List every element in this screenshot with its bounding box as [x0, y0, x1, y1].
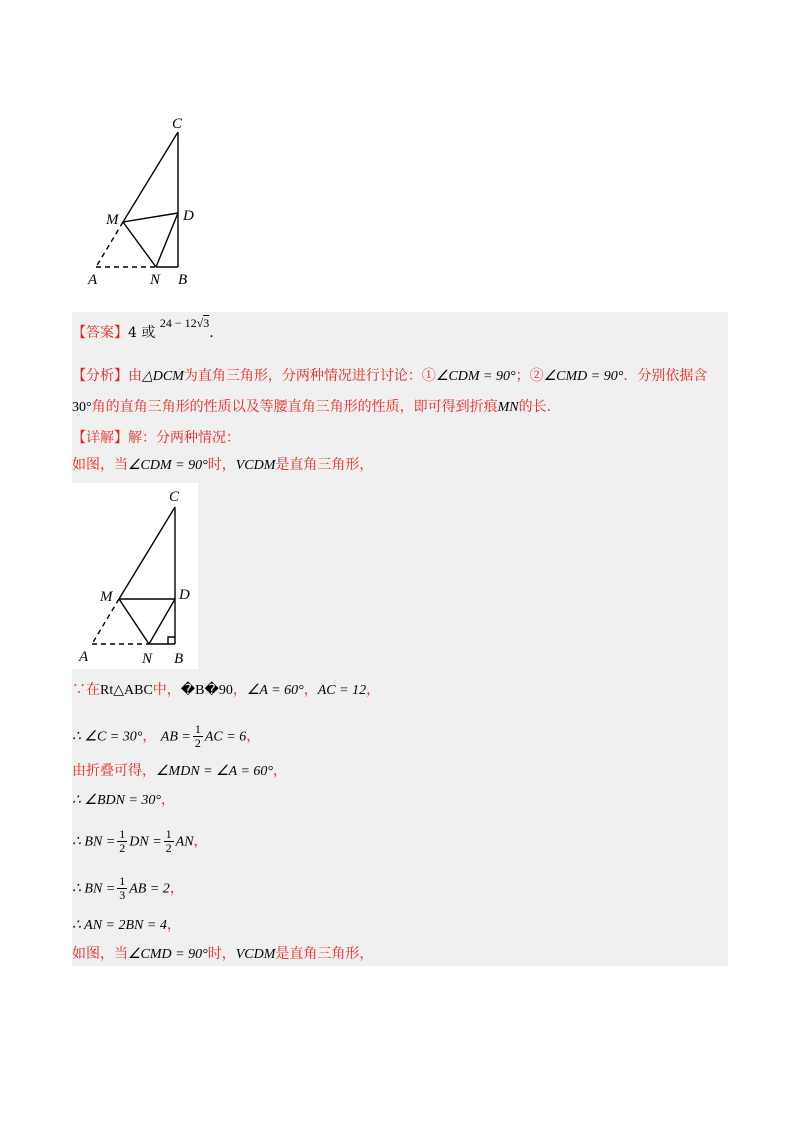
- analysis-sep: ；②: [515, 368, 544, 384]
- answer-text: 4 或: [128, 325, 156, 341]
- step2-end: ，: [246, 728, 261, 745]
- step1-angle-a: ∠A = 60°: [246, 683, 304, 698]
- label-m: M: [100, 589, 113, 605]
- segment-am-dashed: [96, 222, 123, 267]
- analysis-degree: 30°: [72, 400, 92, 415]
- step1-angle-b: �B�90: [180, 683, 233, 698]
- step2-ac: AC = 6: [204, 729, 247, 745]
- label-d: D: [183, 208, 194, 224]
- step7-end: ，: [166, 917, 181, 933]
- answer-expr: [160, 316, 209, 330]
- geometry-figure-1: [80, 112, 220, 292]
- step7-equation: ∴ AN = 2BN = 4: [72, 918, 167, 933]
- case2-condition: ∠CMD = 90°: [128, 947, 208, 962]
- frac-num: 1: [165, 827, 172, 841]
- analysis-text-c: ．分别依据含: [623, 368, 708, 384]
- segment-mn: [123, 222, 156, 267]
- step1-comma-2: ，: [303, 682, 318, 698]
- segment-cm: [123, 132, 178, 222]
- label-c: C: [169, 489, 180, 505]
- label-a: A: [79, 649, 89, 665]
- frac-num: 1: [119, 827, 126, 841]
- step5-an: AN: [175, 834, 194, 850]
- analysis-case-2: ∠CMD = 90°: [543, 369, 624, 384]
- step2-comma: ，: [142, 728, 157, 745]
- analysis-text-d: 角的直角三角形的性质以及等腰直角三角形的性质，即可得到折痕: [91, 399, 498, 415]
- answer-end: .: [209, 325, 214, 341]
- step5-fraction-1: [117, 828, 127, 855]
- step3-equation: ∠MDN = ∠A = 60°: [156, 764, 274, 779]
- label-a: A: [88, 272, 98, 288]
- answer-sqrt-arg: 3: [203, 316, 210, 330]
- step4-equation: ∴ ∠BDN = 30°: [72, 793, 162, 808]
- step6-ab: AB = 2: [129, 881, 170, 897]
- label-c: C: [172, 116, 183, 132]
- step-5: [72, 828, 208, 855]
- case1-text-b: 时，: [207, 457, 236, 473]
- step2-fraction: [193, 723, 203, 750]
- case1-text-a: 如图，当: [72, 457, 128, 473]
- step4-end: ，: [161, 792, 176, 808]
- step5-dn: DN =: [129, 834, 162, 850]
- detail-header: [72, 428, 240, 448]
- case2-text-c: 是直角三角形，: [275, 946, 374, 962]
- frac-den: 2: [165, 841, 172, 855]
- case1-condition: ∠CDM = 90°: [128, 458, 208, 473]
- answer-line: [72, 316, 214, 343]
- detail-tag: 【详解】: [72, 430, 128, 446]
- analysis-line-2: [72, 397, 551, 418]
- analysis-text-b: 为直角三角形，分两种情况进行讨论：①: [183, 368, 436, 384]
- analysis-text-e: 的长.: [518, 399, 552, 415]
- case2-text-a: 如图，当: [72, 946, 128, 962]
- step3-text: 由折叠可得，: [72, 763, 156, 779]
- label-b: B: [178, 272, 188, 288]
- step-2: [72, 723, 260, 750]
- answer-expr-text: 24 − 12: [159, 316, 197, 330]
- step5-bn: ∴ BN =: [72, 834, 116, 850]
- label-d: D: [179, 587, 190, 603]
- frac-den: 2: [194, 736, 201, 750]
- step1-comma: ，: [232, 682, 247, 698]
- step6-bn: ∴ BN =: [72, 881, 116, 897]
- step5-end: ，: [193, 833, 208, 850]
- case2-triangle: VCDM: [235, 947, 276, 962]
- frac-num: 1: [119, 874, 126, 888]
- analysis-mn: MN: [497, 400, 519, 415]
- case1-triangle: VCDM: [235, 458, 276, 473]
- answer-tag: 【答案】: [72, 325, 128, 341]
- frac-num: 1: [194, 722, 201, 736]
- detail-case-2: [72, 944, 373, 965]
- analysis-text-a: 由: [128, 368, 142, 384]
- analysis-tag: 【分析】: [72, 368, 128, 384]
- analysis-triangle: △DCM: [142, 369, 184, 384]
- detail-intro: 解：分两种情况：: [128, 430, 240, 446]
- frac-den: 2: [119, 841, 126, 855]
- step-1: [72, 680, 380, 701]
- step-3: [72, 761, 287, 782]
- step1-end: ，: [366, 682, 381, 698]
- step2-angle-c: ∴ ∠C = 30°: [72, 729, 143, 745]
- case2-text-b: 时，: [207, 946, 236, 962]
- label-b: B: [174, 651, 184, 667]
- step1-text: 中，: [152, 682, 181, 698]
- step1-rt-triangle: Rt△ABC: [100, 683, 153, 698]
- step6-fraction: [117, 875, 127, 902]
- step-7: [72, 915, 181, 936]
- segment-dn: [156, 213, 178, 267]
- step2-ab: AB =: [160, 729, 191, 745]
- step1-ac: AC = 12: [317, 683, 367, 698]
- analysis-line-1: [72, 366, 707, 387]
- label-n: N: [150, 272, 161, 288]
- step1-because: ∵在: [72, 682, 100, 698]
- step5-fraction-2: [164, 828, 174, 855]
- label-m: M: [106, 212, 119, 228]
- segment-md: [123, 213, 178, 222]
- step6-end: ，: [169, 880, 184, 897]
- frac-den: 3: [119, 888, 126, 902]
- step3-end: ，: [273, 763, 288, 779]
- label-n: N: [142, 651, 153, 667]
- geometry-figure-2: [72, 483, 198, 669]
- step-6: [72, 875, 184, 902]
- case1-text-c: 是直角三角形，: [275, 457, 374, 473]
- step-4: [72, 790, 175, 811]
- analysis-case-1: ∠CDM = 90°: [435, 369, 516, 384]
- sqrt-sign: √: [196, 316, 204, 330]
- detail-case-1: [72, 455, 373, 476]
